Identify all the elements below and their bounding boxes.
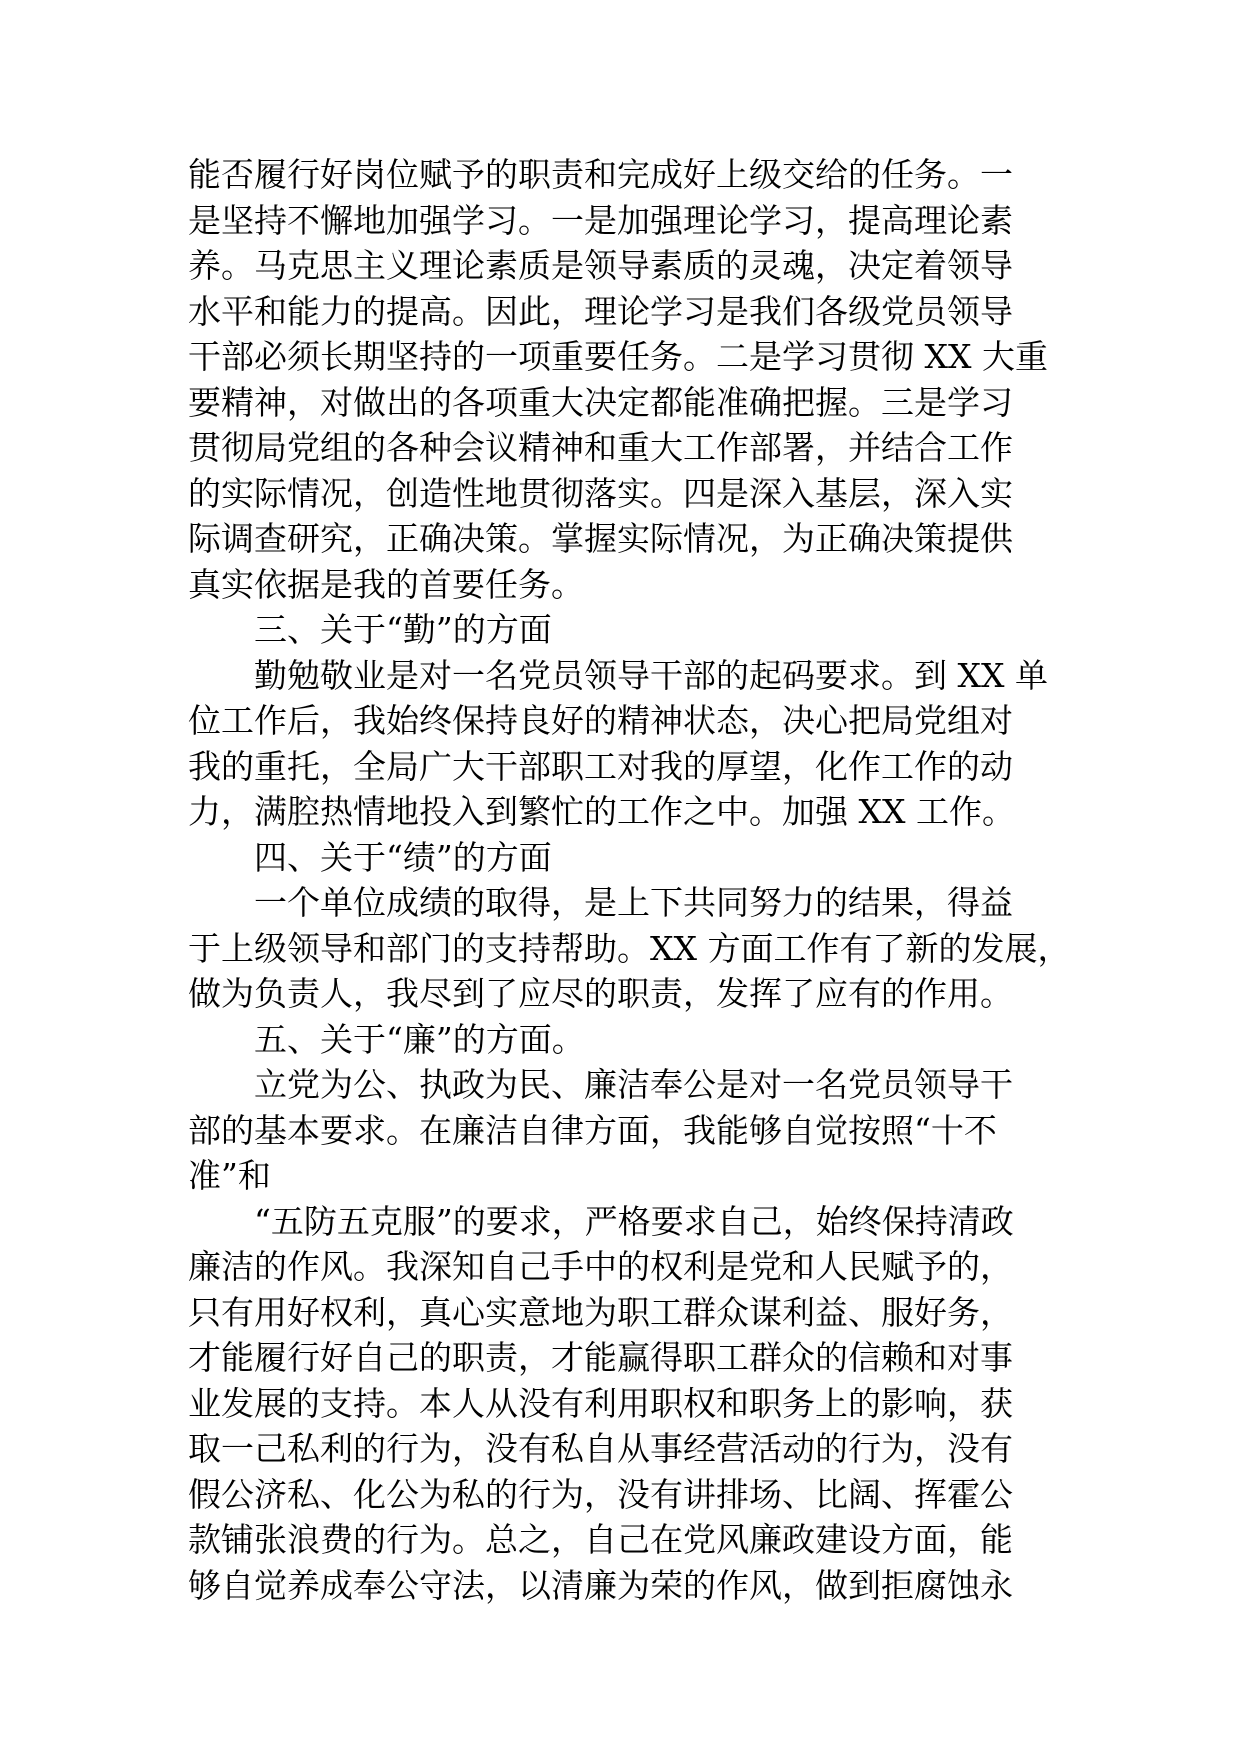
text-line: 取一己私利的行为，没有私自从事经营活动的行为，没有 <box>188 1429 1013 1468</box>
text-line: 一个单位成绩的取得，是上下共同努力的结果，得益 <box>254 883 1013 922</box>
text-line: 四、关于“绩”的方面 <box>254 837 552 877</box>
text-line: 位工作后，我始终保持良好的精神状态，决心把局党组对 <box>188 701 1013 740</box>
text-line: 的实际情况，创造性地贯彻落实。四是深入基层，深入实 <box>188 473 1013 513</box>
document-page <box>188 152 1088 1608</box>
text-line: 养。马克思主义理论素质是领导素质的灵魂，决定着领导 <box>188 246 1013 285</box>
text-line: 水平和能力的提高。因此，理论学习是我们各级党员领导 <box>188 291 1013 331</box>
text-line: 业发展的支持。本人从没有利用职权和职务上的影响，获 <box>188 1383 1013 1423</box>
text-line: 真实依据是我的首要任务。 <box>188 564 584 604</box>
text-line: 于上级领导和部门的支持帮助。XX 方面工作有了新的发展， <box>188 928 1071 968</box>
text-line: 力，满腔热情地投入到繁忙的工作之中。加强 XX 工作。 <box>188 792 1015 831</box>
text-line: 部的基本要求。在廉洁自律方面，我能够自觉按照“十不 <box>188 1110 997 1150</box>
text-line: 假公济私、化公为私的行为，没有讲排场、比阔、挥霍公 <box>188 1474 1013 1514</box>
text-line: 够自觉养成奉公守法，以清廉为荣的作风，做到拒腐蚀永 <box>188 1565 1013 1605</box>
text-line: 做为负责人，我尽到了应尽的职责，发挥了应有的作用。 <box>188 974 1013 1013</box>
text-line: 勤勉敬业是对一名党员领导干部的起码要求。到 XX 单 <box>254 655 1048 695</box>
text-line: 三、关于“勤”的方面 <box>254 610 552 649</box>
text-line: 际调查研究，正确决策。掌握实际情况，为正确决策提供 <box>188 519 1013 558</box>
text-line: 能否履行好岗位赋予的职责和完成好上级交给的任务。一 <box>188 155 1013 194</box>
text-line: “五防五克服”的要求，严格要求自己，始终保持清政 <box>254 1201 1014 1241</box>
text-line: 五、关于“廉”的方面。 <box>254 1019 585 1059</box>
text-line: 干部必须长期坚持的一项重要任务。二是学习贯彻 XX 大重 <box>188 337 1048 376</box>
text-line: 是坚持不懈地加强学习。一是加强理论学习，提高理论素 <box>188 200 1013 240</box>
text-line: 准”和 <box>188 1156 271 1195</box>
text-line: 要精神，对做出的各项重大决定都能准确把握。三是学习 <box>188 382 1013 422</box>
text-line: 我的重托，全局广大干部职工对我的厚望，化作工作的动 <box>188 746 1013 786</box>
text-line: 才能履行好自己的职责，才能赢得职工群众的信赖和对事 <box>188 1338 1013 1377</box>
text-line: 廉洁的作风。我深知自己手中的权利是党和人民赋予的， <box>188 1247 1013 1286</box>
text-line: 立党为公、执政为民、廉洁奉公是对一名党员领导干 <box>254 1065 1013 1104</box>
text-line: 贯彻局党组的各种会议精神和重大工作部署，并结合工作 <box>188 428 1013 467</box>
text-line: 只有用好权利，真心实意地为职工群众谋利益、服好务， <box>188 1292 1013 1332</box>
text-line: 款铺张浪费的行为。总之，自己在党风廉政建设方面，能 <box>188 1520 1013 1559</box>
